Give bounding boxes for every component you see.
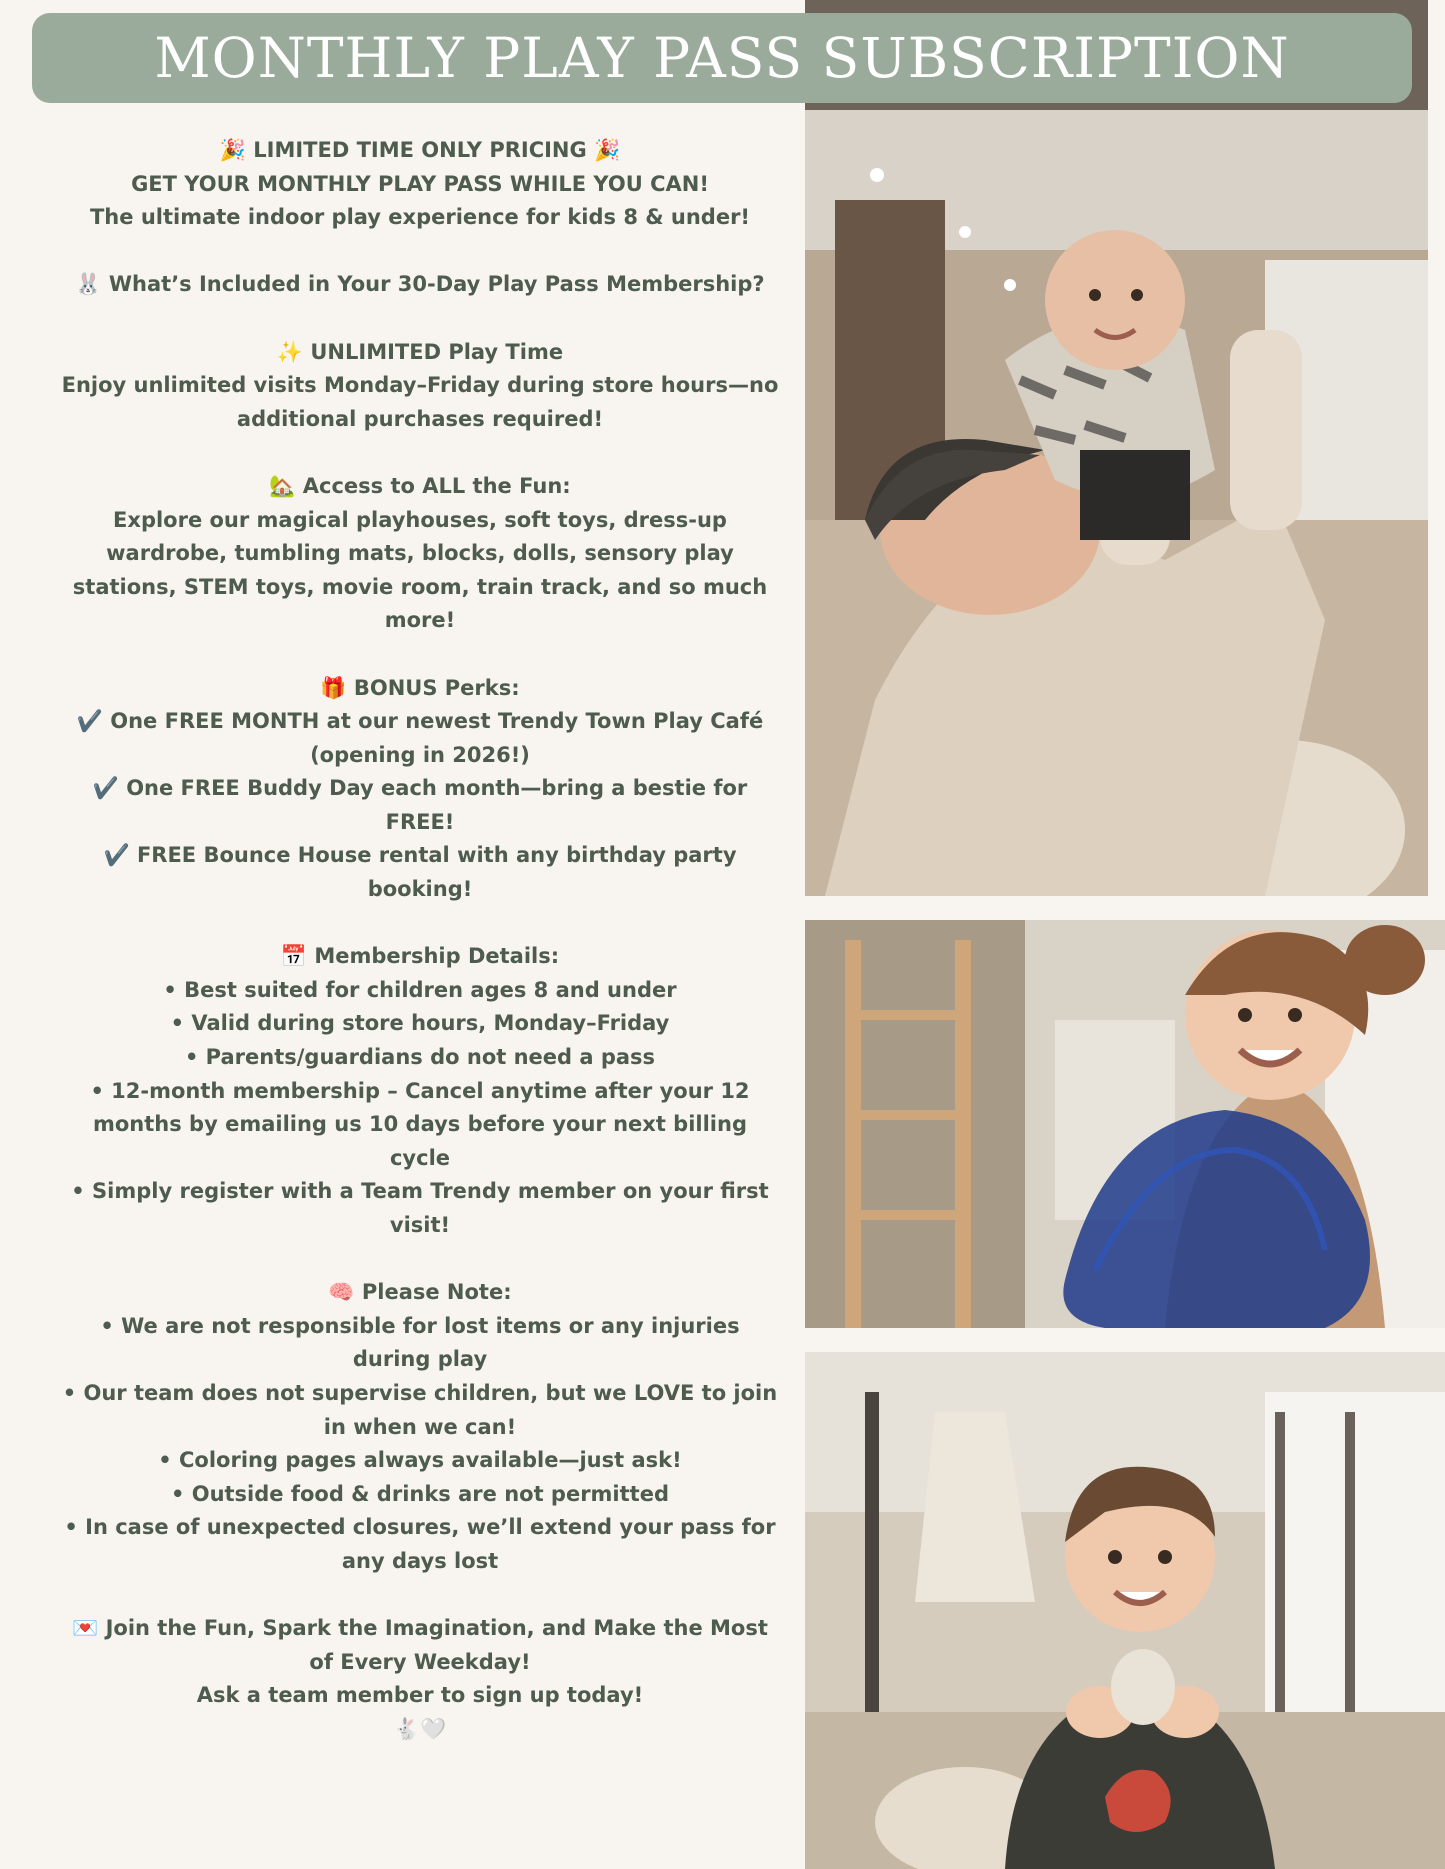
bonus-item: ✔️ One FREE MONTH at our newest Trendy Town Play Café (opening in 2026!)	[76, 709, 764, 767]
party-popper-icon: 🎉	[219, 138, 246, 162]
details-item: • Valid during store hours, Monday–Friday	[170, 1011, 670, 1036]
details-item: • 12-month membership – Cancel anytime after your 12 months by emailing us 10 days before your next billing cycle	[90, 1078, 750, 1170]
photo-column	[805, 0, 1445, 1869]
note-item: • In case of unexpected closures, we’ll extend your pass for any days lost	[64, 1515, 776, 1573]
intro-headline: 🎉 LIMITED TIME ONLY PRICING 🎉	[219, 138, 621, 162]
details-item: • Parents/guardians do not need a pass	[184, 1045, 656, 1070]
included-section	[60, 268, 780, 302]
details-item: • Simply register with a Team Trendy member on your first visit!	[71, 1179, 769, 1237]
calendar-icon: 📅	[280, 944, 307, 969]
photo-girl-with-scarf	[805, 920, 1445, 1328]
party-popper-icon: 🎉	[594, 138, 621, 162]
note-item: • Our team does not supervise children, but we LOVE to join in when we can!	[62, 1380, 778, 1439]
bonus-heading: 🎁 BONUS Perks:	[320, 675, 520, 700]
note-heading: 🧠 Please Note:	[328, 1280, 512, 1305]
rabbit-heart-icon: 🐇🤍	[393, 1716, 447, 1741]
bonus-item: ✔️ FREE Bounce House rental with any birthday party booking!	[103, 843, 737, 902]
details-section	[60, 940, 780, 1242]
page-title: MONTHLY PLAY PASS SUBSCRIPTION	[32, 13, 1412, 103]
intro-section	[60, 134, 780, 235]
photo-boy-with-toy	[805, 1352, 1445, 1869]
note-item: • Coloring pages always available—just ask!	[158, 1448, 682, 1473]
included-heading: 🐰 What’s Included in Your 30-Day Play Pass Membership?	[75, 272, 765, 297]
access-section	[60, 470, 780, 638]
intro-callout: GET YOUR MONTHLY PLAY PASS WHILE YOU CAN!	[131, 171, 709, 196]
note-item: • Outside food & drinks are not permitted	[170, 1481, 669, 1506]
gift-icon: 🎁	[320, 675, 347, 700]
note-section	[60, 1276, 780, 1578]
unlimited-heading: ✨ UNLIMITED Play Time	[276, 339, 564, 364]
bonus-item: ✔️ One FREE Buddy Day each month—bring a bestie for FREE!	[92, 776, 748, 834]
details-item: • Best suited for children ages 8 and under	[163, 977, 677, 1002]
unlimited-text: Enjoy unlimited visits Monday–Friday during store hours—no additional purchases required!	[61, 373, 779, 431]
house-icon: 🏡	[269, 473, 296, 498]
love-letter-icon: 💌	[72, 1616, 99, 1641]
sparkles-icon: ✨	[276, 339, 304, 364]
note-item: • We are not responsible for lost items or any injuries during play	[100, 1313, 740, 1372]
intro-tagline: The ultimate indoor play experience for kids 8 & under!	[89, 205, 751, 230]
access-heading: 🏡 Access to ALL the Fun:	[269, 473, 571, 498]
signup-callout: Ask a team member to sign up today!	[196, 1683, 644, 1708]
closing-line: 💌 Join the Fun, Spark the Imagination, and Make the Most of Every Weekday!	[72, 1616, 768, 1674]
photo-woman-lifting-baby	[805, 0, 1428, 896]
unlimited-section	[60, 336, 780, 437]
brain-icon: 🧠	[328, 1280, 355, 1305]
details-heading: 📅 Membership Details:	[280, 944, 560, 969]
bonus-section	[60, 672, 780, 907]
closing-section	[60, 1612, 780, 1746]
content-column	[60, 134, 780, 1747]
access-text: Explore our magical playhouses, soft toys, dress-up wardrobe, tumbling mats, blocks, dolls, sensory play stations, STEM toys, movie room, train track, and so much more!	[72, 507, 768, 633]
rabbit-icon: 🐰	[75, 272, 102, 297]
